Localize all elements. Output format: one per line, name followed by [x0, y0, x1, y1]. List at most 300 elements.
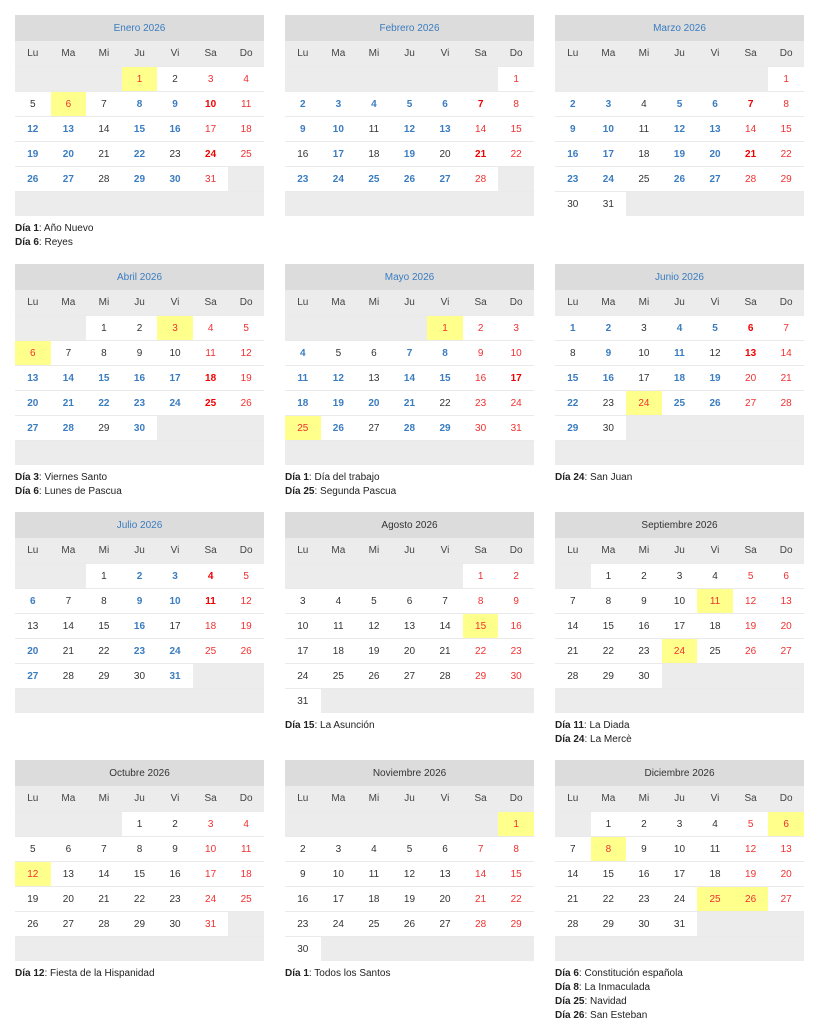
day-cell[interactable]: 16 — [157, 117, 193, 142]
day-cell[interactable]: 2 — [285, 837, 321, 862]
day-cell[interactable]: 16 — [555, 142, 591, 167]
day-cell[interactable]: 27 — [51, 912, 87, 937]
day-cell[interactable]: 25 — [356, 167, 392, 192]
day-cell[interactable]: 20 — [733, 366, 769, 391]
day-cell[interactable]: 4 — [321, 589, 357, 614]
day-cell[interactable]: 11 — [285, 366, 321, 391]
day-cell[interactable]: 10 — [193, 92, 229, 117]
day-cell[interactable]: 18 — [193, 614, 229, 639]
day-cell[interactable]: 17 — [498, 366, 534, 391]
day-cell[interactable]: 19 — [15, 142, 51, 167]
day-cell[interactable]: 6 — [51, 837, 87, 862]
day-cell[interactable]: 12 — [356, 614, 392, 639]
day-cell[interactable]: 17 — [321, 142, 357, 167]
day-cell[interactable]: 9 — [498, 589, 534, 614]
day-cell[interactable]: 14 — [768, 341, 804, 366]
day-cell[interactable]: 19 — [356, 639, 392, 664]
day-cell[interactable]: 27 — [768, 887, 804, 912]
day-cell[interactable]: 25 — [193, 391, 229, 416]
day-cell[interactable]: 29 — [86, 664, 122, 689]
holiday-day-cell[interactable]: 6 — [15, 341, 51, 366]
day-cell[interactable]: 12 — [392, 117, 428, 142]
day-cell[interactable]: 9 — [285, 117, 321, 142]
day-cell[interactable]: 23 — [591, 391, 627, 416]
day-cell[interactable]: 24 — [193, 142, 229, 167]
day-cell[interactable]: 5 — [392, 837, 428, 862]
day-cell[interactable]: 13 — [427, 862, 463, 887]
day-cell[interactable]: 20 — [427, 887, 463, 912]
day-cell[interactable]: 3 — [591, 92, 627, 117]
day-cell[interactable]: 24 — [498, 391, 534, 416]
day-cell[interactable]: 7 — [392, 341, 428, 366]
day-cell[interactable]: 8 — [768, 92, 804, 117]
day-cell[interactable]: 10 — [321, 117, 357, 142]
holiday-day-cell[interactable]: 6 — [768, 812, 804, 837]
day-cell[interactable]: 27 — [427, 167, 463, 192]
holiday-day-cell[interactable]: 24 — [662, 639, 698, 664]
day-cell[interactable]: 5 — [15, 92, 51, 117]
day-cell[interactable]: 14 — [86, 862, 122, 887]
day-cell[interactable]: 4 — [193, 316, 229, 341]
holiday-day-cell[interactable]: 11 — [697, 589, 733, 614]
day-cell[interactable]: 23 — [285, 167, 321, 192]
day-cell[interactable]: 23 — [463, 391, 499, 416]
day-cell[interactable]: 16 — [463, 366, 499, 391]
day-cell[interactable]: 11 — [193, 341, 229, 366]
day-cell[interactable]: 28 — [51, 664, 87, 689]
day-cell[interactable]: 4 — [193, 564, 229, 589]
day-cell[interactable]: 7 — [733, 92, 769, 117]
day-cell[interactable]: 24 — [157, 639, 193, 664]
day-cell[interactable]: 9 — [555, 117, 591, 142]
day-cell[interactable]: 28 — [463, 912, 499, 937]
day-cell[interactable]: 4 — [228, 812, 264, 837]
day-cell[interactable]: 22 — [768, 142, 804, 167]
day-cell[interactable]: 22 — [86, 639, 122, 664]
day-cell[interactable]: 26 — [662, 167, 698, 192]
day-cell[interactable]: 20 — [768, 614, 804, 639]
day-cell[interactable]: 14 — [86, 117, 122, 142]
day-cell[interactable]: 9 — [157, 92, 193, 117]
day-cell[interactable]: 24 — [662, 887, 698, 912]
day-cell[interactable]: 28 — [768, 391, 804, 416]
day-cell[interactable]: 20 — [392, 639, 428, 664]
day-cell[interactable]: 19 — [228, 614, 264, 639]
day-cell[interactable]: 21 — [427, 639, 463, 664]
day-cell[interactable]: 29 — [591, 664, 627, 689]
day-cell[interactable]: 2 — [285, 92, 321, 117]
holiday-day-cell[interactable]: 26 — [733, 887, 769, 912]
day-cell[interactable]: 4 — [697, 564, 733, 589]
day-cell[interactable]: 7 — [86, 837, 122, 862]
day-cell[interactable]: 1 — [591, 812, 627, 837]
day-cell[interactable]: 12 — [733, 837, 769, 862]
day-cell[interactable]: 15 — [498, 117, 534, 142]
day-cell[interactable]: 27 — [356, 416, 392, 441]
day-cell[interactable]: 8 — [86, 589, 122, 614]
day-cell[interactable]: 3 — [662, 564, 698, 589]
day-cell[interactable]: 11 — [697, 837, 733, 862]
day-cell[interactable]: 28 — [555, 664, 591, 689]
day-cell[interactable]: 30 — [157, 912, 193, 937]
day-cell[interactable]: 30 — [122, 664, 158, 689]
day-cell[interactable]: 20 — [51, 142, 87, 167]
day-cell[interactable]: 22 — [591, 887, 627, 912]
holiday-day-cell[interactable]: 3 — [157, 316, 193, 341]
day-cell[interactable]: 10 — [193, 837, 229, 862]
day-cell[interactable]: 23 — [498, 639, 534, 664]
day-cell[interactable]: 24 — [321, 912, 357, 937]
day-cell[interactable]: 12 — [321, 366, 357, 391]
day-cell[interactable]: 21 — [86, 887, 122, 912]
day-cell[interactable]: 9 — [463, 341, 499, 366]
day-cell[interactable]: 13 — [768, 589, 804, 614]
holiday-day-cell[interactable]: 6 — [51, 92, 87, 117]
day-cell[interactable]: 10 — [285, 614, 321, 639]
day-cell[interactable]: 31 — [193, 167, 229, 192]
day-cell[interactable]: 25 — [662, 391, 698, 416]
day-cell[interactable]: 12 — [15, 117, 51, 142]
day-cell[interactable]: 4 — [697, 812, 733, 837]
day-cell[interactable]: 6 — [768, 564, 804, 589]
day-cell[interactable]: 18 — [356, 142, 392, 167]
day-cell[interactable]: 5 — [697, 316, 733, 341]
day-cell[interactable]: 8 — [463, 589, 499, 614]
day-cell[interactable]: 4 — [228, 67, 264, 92]
day-cell[interactable]: 2 — [498, 564, 534, 589]
day-cell[interactable]: 13 — [356, 366, 392, 391]
day-cell[interactable]: 30 — [626, 664, 662, 689]
day-cell[interactable]: 30 — [122, 416, 158, 441]
day-cell[interactable]: 30 — [626, 912, 662, 937]
day-cell[interactable]: 14 — [51, 366, 87, 391]
day-cell[interactable]: 26 — [15, 912, 51, 937]
day-cell[interactable]: 27 — [768, 639, 804, 664]
day-cell[interactable]: 2 — [591, 316, 627, 341]
day-cell[interactable]: 18 — [321, 639, 357, 664]
day-cell[interactable]: 10 — [157, 589, 193, 614]
day-cell[interactable]: 18 — [228, 862, 264, 887]
day-cell[interactable]: 14 — [733, 117, 769, 142]
day-cell[interactable]: 9 — [122, 341, 158, 366]
day-cell[interactable]: 1 — [555, 316, 591, 341]
day-cell[interactable]: 19 — [15, 887, 51, 912]
day-cell[interactable]: 26 — [392, 912, 428, 937]
day-cell[interactable]: 6 — [392, 589, 428, 614]
day-cell[interactable]: 3 — [321, 837, 357, 862]
day-cell[interactable]: 15 — [591, 862, 627, 887]
day-cell[interactable]: 11 — [662, 341, 698, 366]
day-cell[interactable]: 22 — [427, 391, 463, 416]
day-cell[interactable]: 1 — [463, 564, 499, 589]
day-cell[interactable]: 22 — [498, 142, 534, 167]
day-cell[interactable]: 11 — [321, 614, 357, 639]
day-cell[interactable]: 30 — [463, 416, 499, 441]
day-cell[interactable]: 2 — [122, 564, 158, 589]
day-cell[interactable]: 19 — [321, 391, 357, 416]
day-cell[interactable]: 19 — [392, 887, 428, 912]
day-cell[interactable]: 6 — [733, 316, 769, 341]
day-cell[interactable]: 19 — [733, 862, 769, 887]
day-cell[interactable]: 14 — [555, 614, 591, 639]
day-cell[interactable]: 10 — [498, 341, 534, 366]
day-cell[interactable]: 14 — [463, 117, 499, 142]
day-cell[interactable]: 13 — [768, 837, 804, 862]
day-cell[interactable]: 23 — [285, 912, 321, 937]
holiday-day-cell[interactable]: 12 — [15, 862, 51, 887]
day-cell[interactable]: 27 — [392, 664, 428, 689]
day-cell[interactable]: 19 — [392, 142, 428, 167]
day-cell[interactable]: 18 — [697, 862, 733, 887]
day-cell[interactable]: 4 — [356, 837, 392, 862]
day-cell[interactable]: 22 — [86, 391, 122, 416]
day-cell[interactable]: 5 — [733, 812, 769, 837]
day-cell[interactable]: 16 — [498, 614, 534, 639]
day-cell[interactable]: 18 — [662, 366, 698, 391]
day-cell[interactable]: 3 — [662, 812, 698, 837]
day-cell[interactable]: 13 — [51, 862, 87, 887]
day-cell[interactable]: 24 — [285, 664, 321, 689]
day-cell[interactable]: 12 — [392, 862, 428, 887]
day-cell[interactable]: 13 — [392, 614, 428, 639]
day-cell[interactable]: 5 — [228, 316, 264, 341]
holiday-day-cell[interactable]: 1 — [498, 812, 534, 837]
day-cell[interactable]: 27 — [51, 167, 87, 192]
day-cell[interactable]: 17 — [662, 614, 698, 639]
day-cell[interactable]: 4 — [662, 316, 698, 341]
day-cell[interactable]: 14 — [427, 614, 463, 639]
day-cell[interactable]: 27 — [733, 391, 769, 416]
day-cell[interactable]: 17 — [321, 887, 357, 912]
day-cell[interactable]: 2 — [157, 812, 193, 837]
holiday-day-cell[interactable]: 1 — [122, 67, 158, 92]
day-cell[interactable]: 7 — [463, 92, 499, 117]
day-cell[interactable]: 3 — [193, 67, 229, 92]
day-cell[interactable]: 28 — [733, 167, 769, 192]
day-cell[interactable]: 27 — [427, 912, 463, 937]
day-cell[interactable]: 16 — [285, 142, 321, 167]
day-cell[interactable]: 10 — [662, 589, 698, 614]
day-cell[interactable]: 18 — [285, 391, 321, 416]
day-cell[interactable]: 18 — [356, 887, 392, 912]
holiday-day-cell[interactable]: 8 — [591, 837, 627, 862]
day-cell[interactable]: 30 — [555, 192, 591, 217]
day-cell[interactable]: 9 — [591, 341, 627, 366]
day-cell[interactable]: 19 — [662, 142, 698, 167]
day-cell[interactable]: 7 — [51, 341, 87, 366]
day-cell[interactable]: 28 — [463, 167, 499, 192]
day-cell[interactable]: 20 — [768, 862, 804, 887]
day-cell[interactable]: 15 — [122, 117, 158, 142]
day-cell[interactable]: 3 — [157, 564, 193, 589]
day-cell[interactable]: 23 — [157, 887, 193, 912]
day-cell[interactable]: 5 — [228, 564, 264, 589]
day-cell[interactable]: 12 — [733, 589, 769, 614]
day-cell[interactable]: 21 — [555, 887, 591, 912]
day-cell[interactable]: 25 — [228, 887, 264, 912]
day-cell[interactable]: 20 — [15, 391, 51, 416]
day-cell[interactable]: 13 — [51, 117, 87, 142]
day-cell[interactable]: 28 — [392, 416, 428, 441]
day-cell[interactable]: 11 — [228, 837, 264, 862]
day-cell[interactable]: 28 — [427, 664, 463, 689]
day-cell[interactable]: 29 — [463, 664, 499, 689]
day-cell[interactable]: 5 — [15, 837, 51, 862]
day-cell[interactable]: 9 — [285, 862, 321, 887]
day-cell[interactable]: 27 — [15, 664, 51, 689]
day-cell[interactable]: 10 — [662, 837, 698, 862]
day-cell[interactable]: 13 — [697, 117, 733, 142]
holiday-day-cell[interactable]: 25 — [697, 887, 733, 912]
day-cell[interactable]: 16 — [626, 614, 662, 639]
day-cell[interactable]: 26 — [15, 167, 51, 192]
day-cell[interactable]: 15 — [555, 366, 591, 391]
day-cell[interactable]: 17 — [193, 862, 229, 887]
day-cell[interactable]: 23 — [122, 639, 158, 664]
day-cell[interactable]: 25 — [626, 167, 662, 192]
day-cell[interactable]: 9 — [157, 837, 193, 862]
day-cell[interactable]: 24 — [157, 391, 193, 416]
day-cell[interactable]: 3 — [193, 812, 229, 837]
day-cell[interactable]: 26 — [392, 167, 428, 192]
day-cell[interactable]: 31 — [157, 664, 193, 689]
day-cell[interactable]: 6 — [15, 589, 51, 614]
day-cell[interactable]: 27 — [697, 167, 733, 192]
day-cell[interactable]: 17 — [157, 366, 193, 391]
day-cell[interactable]: 3 — [321, 92, 357, 117]
day-cell[interactable]: 28 — [86, 167, 122, 192]
day-cell[interactable]: 26 — [697, 391, 733, 416]
day-cell[interactable]: 19 — [697, 366, 733, 391]
day-cell[interactable]: 17 — [591, 142, 627, 167]
day-cell[interactable]: 15 — [768, 117, 804, 142]
day-cell[interactable]: 31 — [591, 192, 627, 217]
day-cell[interactable]: 31 — [498, 416, 534, 441]
day-cell[interactable]: 23 — [157, 142, 193, 167]
day-cell[interactable]: 4 — [285, 341, 321, 366]
day-cell[interactable]: 19 — [733, 614, 769, 639]
day-cell[interactable]: 7 — [427, 589, 463, 614]
day-cell[interactable]: 12 — [697, 341, 733, 366]
day-cell[interactable]: 13 — [15, 614, 51, 639]
day-cell[interactable]: 1 — [498, 67, 534, 92]
day-cell[interactable]: 1 — [86, 316, 122, 341]
day-cell[interactable]: 21 — [51, 639, 87, 664]
day-cell[interactable]: 29 — [122, 167, 158, 192]
day-cell[interactable]: 16 — [122, 366, 158, 391]
day-cell[interactable]: 25 — [356, 912, 392, 937]
day-cell[interactable]: 4 — [626, 92, 662, 117]
day-cell[interactable]: 18 — [697, 614, 733, 639]
day-cell[interactable]: 13 — [15, 366, 51, 391]
day-cell[interactable]: 6 — [427, 837, 463, 862]
day-cell[interactable]: 9 — [122, 589, 158, 614]
day-cell[interactable]: 8 — [591, 589, 627, 614]
holiday-day-cell[interactable]: 24 — [626, 391, 662, 416]
day-cell[interactable]: 15 — [591, 614, 627, 639]
day-cell[interactable]: 26 — [228, 391, 264, 416]
day-cell[interactable]: 16 — [157, 862, 193, 887]
day-cell[interactable]: 21 — [463, 142, 499, 167]
day-cell[interactable]: 22 — [122, 142, 158, 167]
day-cell[interactable]: 11 — [193, 589, 229, 614]
day-cell[interactable]: 1 — [86, 564, 122, 589]
day-cell[interactable]: 8 — [498, 837, 534, 862]
day-cell[interactable]: 7 — [463, 837, 499, 862]
day-cell[interactable]: 14 — [51, 614, 87, 639]
day-cell[interactable]: 28 — [51, 416, 87, 441]
day-cell[interactable]: 22 — [591, 639, 627, 664]
day-cell[interactable]: 10 — [321, 862, 357, 887]
day-cell[interactable]: 15 — [122, 862, 158, 887]
day-cell[interactable]: 29 — [86, 416, 122, 441]
day-cell[interactable]: 12 — [662, 117, 698, 142]
day-cell[interactable]: 16 — [626, 862, 662, 887]
day-cell[interactable]: 25 — [321, 664, 357, 689]
day-cell[interactable]: 15 — [427, 366, 463, 391]
day-cell[interactable]: 21 — [463, 887, 499, 912]
day-cell[interactable]: 30 — [498, 664, 534, 689]
day-cell[interactable]: 20 — [51, 887, 87, 912]
day-cell[interactable]: 5 — [733, 564, 769, 589]
day-cell[interactable]: 2 — [157, 67, 193, 92]
day-cell[interactable]: 7 — [768, 316, 804, 341]
day-cell[interactable]: 14 — [392, 366, 428, 391]
day-cell[interactable]: 31 — [285, 689, 321, 714]
day-cell[interactable]: 13 — [427, 117, 463, 142]
holiday-day-cell[interactable]: 15 — [463, 614, 499, 639]
day-cell[interactable]: 20 — [697, 142, 733, 167]
day-cell[interactable]: 23 — [555, 167, 591, 192]
day-cell[interactable]: 4 — [356, 92, 392, 117]
day-cell[interactable]: 19 — [228, 366, 264, 391]
day-cell[interactable]: 6 — [427, 92, 463, 117]
day-cell[interactable]: 18 — [228, 117, 264, 142]
day-cell[interactable]: 5 — [356, 589, 392, 614]
day-cell[interactable]: 2 — [626, 564, 662, 589]
day-cell[interactable]: 2 — [626, 812, 662, 837]
day-cell[interactable]: 26 — [228, 639, 264, 664]
day-cell[interactable]: 21 — [768, 366, 804, 391]
day-cell[interactable]: 17 — [193, 117, 229, 142]
day-cell[interactable]: 17 — [662, 862, 698, 887]
day-cell[interactable]: 11 — [356, 862, 392, 887]
day-cell[interactable]: 25 — [697, 639, 733, 664]
day-cell[interactable]: 14 — [555, 862, 591, 887]
day-cell[interactable]: 17 — [157, 614, 193, 639]
day-cell[interactable]: 24 — [193, 887, 229, 912]
day-cell[interactable]: 20 — [15, 639, 51, 664]
day-cell[interactable]: 1 — [122, 812, 158, 837]
day-cell[interactable]: 23 — [626, 639, 662, 664]
day-cell[interactable]: 22 — [463, 639, 499, 664]
day-cell[interactable]: 23 — [626, 887, 662, 912]
day-cell[interactable]: 31 — [662, 912, 698, 937]
day-cell[interactable]: 24 — [321, 167, 357, 192]
day-cell[interactable]: 30 — [157, 167, 193, 192]
day-cell[interactable]: 1 — [768, 67, 804, 92]
day-cell[interactable]: 20 — [356, 391, 392, 416]
day-cell[interactable]: 25 — [193, 639, 229, 664]
day-cell[interactable]: 10 — [626, 341, 662, 366]
day-cell[interactable]: 3 — [626, 316, 662, 341]
day-cell[interactable]: 21 — [392, 391, 428, 416]
day-cell[interactable]: 22 — [122, 887, 158, 912]
holiday-day-cell[interactable]: 25 — [285, 416, 321, 441]
holiday-day-cell[interactable]: 1 — [427, 316, 463, 341]
day-cell[interactable]: 12 — [228, 341, 264, 366]
day-cell[interactable]: 6 — [356, 341, 392, 366]
